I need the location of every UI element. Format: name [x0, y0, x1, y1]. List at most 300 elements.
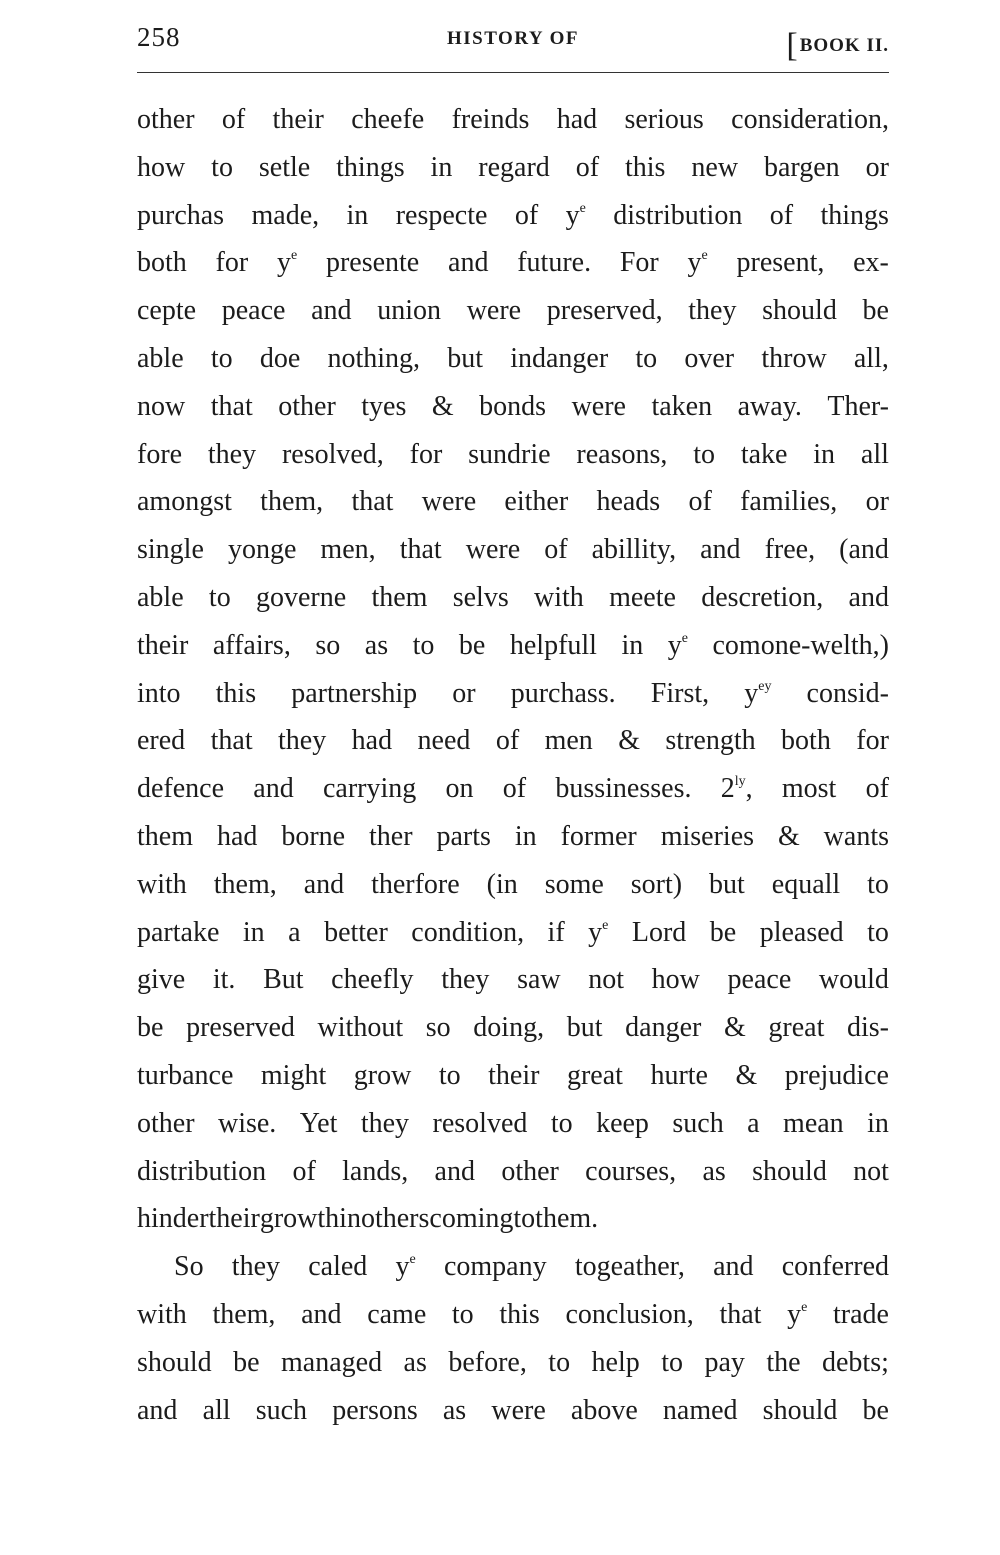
word: debts; — [822, 1346, 889, 1378]
text-line — [137, 956, 889, 1004]
word: defence — [137, 773, 225, 805]
word: wants — [823, 820, 889, 852]
word: coming — [429, 1203, 514, 1235]
word: should — [762, 1394, 838, 1426]
word: men, — [320, 534, 376, 566]
text-line — [137, 765, 889, 813]
word: with — [137, 1298, 187, 1330]
word: so — [315, 629, 341, 661]
word: Yet — [299, 1107, 338, 1139]
word: consideration, — [731, 104, 889, 135]
word: they — [231, 1251, 281, 1283]
word: single — [137, 534, 204, 566]
word: or — [865, 151, 889, 183]
word: (in — [486, 868, 518, 900]
word: descretion, — [701, 581, 824, 613]
word: in — [430, 151, 453, 183]
word: partnership — [291, 677, 418, 709]
word: therfore — [371, 868, 460, 900]
word: be — [458, 629, 486, 661]
word: before, — [448, 1346, 527, 1378]
word: to — [548, 1346, 571, 1378]
word: cheefe — [351, 104, 425, 135]
word: their — [208, 1203, 260, 1235]
word: consid- — [806, 677, 889, 709]
word: preserved — [186, 1012, 295, 1044]
word: Lord — [631, 916, 687, 948]
text-line — [137, 670, 889, 718]
word: take — [740, 438, 788, 470]
word: such — [672, 1107, 724, 1139]
word: to — [438, 1059, 461, 1091]
word: governe — [255, 581, 347, 613]
word: & — [735, 1059, 758, 1091]
superscript: e — [290, 248, 298, 264]
text-line — [137, 1052, 889, 1100]
word: for — [409, 438, 443, 470]
word: doing, — [473, 1012, 545, 1044]
book-label: BOOK II. — [799, 35, 889, 56]
word: doe — [259, 342, 301, 374]
word: preserved, — [546, 295, 663, 327]
word: in — [514, 820, 537, 852]
word: them, — [260, 486, 324, 518]
text-line — [137, 96, 889, 144]
word: of — [495, 725, 520, 757]
word: were — [465, 534, 521, 566]
word: in — [346, 199, 369, 231]
word: wise. — [217, 1107, 277, 1139]
word: trade — [832, 1298, 889, 1330]
word: and — [301, 1298, 342, 1330]
word: to — [693, 438, 715, 470]
word: as — [702, 1155, 726, 1187]
word: were — [491, 1394, 546, 1426]
word: serious — [624, 104, 704, 135]
running-title: HISTORY OF — [446, 28, 580, 49]
superscript: e — [681, 630, 688, 646]
word: for — [215, 247, 249, 279]
word: that — [399, 534, 442, 566]
word: over — [684, 342, 735, 374]
text-line — [137, 1339, 889, 1387]
word: other — [137, 1107, 195, 1139]
word: a — [747, 1107, 760, 1139]
word: and — [311, 295, 352, 327]
word: the — [766, 1346, 801, 1378]
word: & — [777, 820, 800, 852]
word: things — [336, 151, 405, 183]
word: miseries — [660, 820, 755, 852]
word: them, — [213, 868, 277, 900]
word: So — [174, 1251, 204, 1283]
body-text — [137, 96, 889, 1434]
word: had — [216, 820, 258, 852]
word: great — [566, 1059, 623, 1091]
word: abillity, — [591, 534, 677, 566]
word: either — [504, 486, 569, 518]
word: all, — [853, 342, 889, 374]
word: resolved, — [281, 438, 384, 470]
word: if — [547, 916, 565, 948]
word: freinds — [451, 104, 530, 135]
word: yonge — [227, 534, 297, 566]
word: and — [848, 581, 889, 613]
word: that — [210, 725, 253, 757]
word: of — [292, 1155, 316, 1187]
word: ex- — [853, 247, 889, 279]
word: present, — [736, 247, 825, 279]
word: to — [867, 916, 889, 948]
word: to — [635, 342, 658, 374]
word: but — [447, 342, 484, 374]
word: courses, — [585, 1155, 677, 1187]
word: taken — [651, 390, 713, 422]
word: cheefly — [331, 964, 414, 996]
word: with — [137, 868, 187, 900]
text-line — [137, 717, 889, 765]
word: of — [769, 199, 794, 231]
word: grow — [353, 1059, 412, 1091]
word: & — [618, 725, 640, 757]
word: them — [371, 581, 428, 613]
text-line — [137, 1243, 889, 1291]
word: respecte — [395, 199, 488, 231]
word: their — [137, 629, 189, 661]
word: them. — [535, 1203, 599, 1235]
word: above — [570, 1394, 638, 1426]
word: $y^e$ — [395, 1251, 416, 1283]
word: them, — [212, 1298, 276, 1330]
word: now — [137, 390, 186, 422]
word: of — [575, 151, 600, 183]
header-rule — [137, 72, 889, 73]
word: managed — [281, 1346, 383, 1378]
word: persons — [332, 1394, 418, 1426]
word: bonds — [479, 390, 547, 422]
text-line — [137, 335, 889, 383]
word: future. — [517, 247, 592, 279]
word: lands, — [342, 1155, 409, 1187]
word: of — [544, 534, 568, 566]
word: they — [688, 295, 737, 327]
word: all — [860, 438, 889, 470]
word: throw — [761, 342, 827, 374]
word: should — [137, 1346, 212, 1378]
word: their — [488, 1059, 540, 1091]
word: or — [865, 486, 889, 518]
word: to — [210, 342, 233, 374]
word: of — [221, 104, 246, 135]
superscript: ly — [734, 774, 746, 790]
superscript: e — [579, 200, 586, 216]
word: were — [571, 390, 626, 422]
word: without — [317, 1012, 404, 1044]
word: that — [210, 390, 253, 422]
word: it. — [212, 964, 236, 996]
word: reasons, — [576, 438, 668, 470]
word: in — [621, 629, 644, 661]
word: strength — [665, 725, 756, 757]
word: $y^e$ — [787, 1298, 808, 1330]
running-title-wrap — [137, 28, 889, 50]
word: heads — [596, 486, 661, 518]
word: bargen — [763, 151, 840, 183]
superscript: e — [801, 1299, 808, 1315]
word: all — [202, 1394, 231, 1426]
text-line — [137, 813, 889, 861]
word: give — [137, 964, 186, 996]
word: borne — [281, 820, 346, 852]
word: pleased — [759, 916, 844, 948]
book-bracket: [ — [786, 27, 799, 64]
text-line — [137, 383, 889, 431]
word: they — [207, 438, 257, 470]
running-head — [137, 22, 889, 64]
word: others — [360, 1203, 430, 1235]
word: condition, — [411, 916, 525, 948]
word: ther — [369, 820, 413, 852]
word: not — [853, 1155, 889, 1187]
text-line — [137, 1195, 889, 1243]
word: should — [762, 295, 837, 327]
word: things — [820, 199, 889, 231]
word: For — [619, 247, 659, 279]
word: free, — [764, 534, 816, 566]
word: not — [588, 964, 625, 996]
word: and — [448, 247, 489, 279]
word: and — [713, 1251, 754, 1283]
word: setle — [258, 151, 311, 183]
text-line — [137, 861, 889, 909]
word: tyes — [361, 390, 407, 422]
word: to — [208, 581, 231, 613]
word: regard — [478, 151, 550, 183]
word: as — [442, 1394, 467, 1426]
word: and — [303, 868, 345, 900]
word: families, — [740, 486, 838, 518]
superscript: e — [602, 917, 609, 933]
superscript: ey — [758, 678, 772, 694]
word: of — [865, 773, 889, 805]
word: they — [278, 725, 327, 757]
word: to — [550, 1107, 573, 1139]
word: better — [324, 916, 388, 948]
word: help — [591, 1346, 640, 1378]
word: saw — [517, 964, 561, 996]
superscript: e — [409, 1252, 416, 1268]
word: pay — [704, 1346, 745, 1378]
word: distribution — [613, 199, 743, 231]
word: so — [425, 1012, 451, 1044]
word: some — [544, 868, 604, 900]
page-number: 258 — [137, 22, 181, 52]
word: be — [862, 1394, 889, 1426]
word: nothing, — [327, 342, 421, 374]
word: union — [377, 295, 442, 327]
word: sundrie — [468, 438, 551, 470]
text-line — [137, 1004, 889, 1052]
word: $2^{ly}$, — [720, 773, 753, 805]
book-reference — [786, 22, 889, 64]
word: their — [272, 104, 324, 135]
word: most — [781, 773, 837, 805]
word: they — [360, 1107, 410, 1139]
word: affairs, — [212, 629, 291, 661]
word: were — [466, 295, 522, 327]
word: need — [417, 725, 471, 757]
text-line — [137, 287, 889, 335]
word: as — [403, 1346, 427, 1378]
word: should — [752, 1155, 827, 1187]
text-line — [137, 192, 889, 240]
superscript: e — [701, 248, 708, 264]
word: (and — [839, 534, 889, 566]
word: for — [856, 725, 889, 757]
word: on — [445, 773, 474, 805]
word: mean — [783, 1107, 844, 1139]
word: able — [137, 581, 184, 613]
word: but — [566, 1012, 603, 1044]
word: $y^e$ — [276, 247, 298, 279]
word: indanger — [510, 342, 609, 374]
text-line — [137, 1291, 889, 1339]
word: and — [137, 1394, 178, 1426]
word: company — [443, 1251, 547, 1283]
word: with — [534, 581, 584, 613]
word: into — [137, 677, 181, 709]
word: purchas — [137, 199, 225, 231]
word: to — [513, 1203, 536, 1235]
word: had — [351, 725, 393, 757]
word: $y^e$ — [667, 629, 688, 661]
word: men — [544, 725, 593, 757]
word: be — [862, 295, 889, 327]
word: as — [364, 629, 389, 661]
word: ered — [137, 725, 186, 757]
word: would — [818, 964, 889, 996]
word: $y^e$ — [565, 199, 586, 231]
word: helpfull — [509, 629, 597, 661]
text-line — [137, 431, 889, 479]
word: be — [233, 1346, 260, 1378]
word: parts — [436, 820, 491, 852]
word: equall — [771, 868, 841, 900]
word: to — [867, 868, 889, 900]
word: hurte — [650, 1059, 708, 1091]
word: came — [367, 1298, 427, 1330]
word: caled — [308, 1251, 368, 1283]
word: conclusion, — [565, 1298, 694, 1330]
word: named — [662, 1394, 738, 1426]
word: to — [451, 1298, 474, 1330]
word: to — [412, 629, 435, 661]
word: had — [556, 104, 598, 135]
word: other — [501, 1155, 559, 1187]
word: selvs — [452, 581, 509, 613]
word: conferred — [781, 1251, 889, 1283]
word: how — [137, 151, 186, 183]
text-line — [137, 1387, 889, 1435]
word: peace — [727, 964, 792, 996]
word: such — [255, 1394, 308, 1426]
word: purchass. — [510, 677, 616, 709]
word: that — [351, 486, 394, 518]
word: carrying — [322, 773, 417, 805]
word: amongst — [137, 486, 232, 518]
word: and — [700, 534, 741, 566]
text-line — [137, 478, 889, 526]
word: of — [502, 773, 527, 805]
word: growth — [259, 1203, 340, 1235]
word: and — [253, 773, 294, 805]
word: distribution — [137, 1155, 267, 1187]
word: in — [813, 438, 836, 470]
text-line — [137, 1100, 889, 1148]
word: sort) — [630, 868, 683, 900]
word: this — [499, 1298, 540, 1330]
text-line — [137, 622, 889, 670]
word: cepte — [137, 295, 197, 327]
word: prejudice — [784, 1059, 889, 1091]
word: but — [709, 868, 745, 900]
word: to — [661, 1346, 683, 1378]
word: keep — [596, 1107, 649, 1139]
word: great — [768, 1012, 825, 1044]
word: $y^{ey}$ — [744, 677, 772, 709]
word: that — [719, 1298, 762, 1330]
word: hinder — [137, 1203, 209, 1235]
word: away. — [737, 390, 802, 422]
text-line — [137, 239, 889, 287]
text-line — [137, 909, 889, 957]
word: able — [137, 342, 184, 374]
word: to — [211, 151, 233, 183]
word: both — [137, 247, 187, 279]
word: other — [278, 390, 336, 422]
word: other — [137, 104, 195, 135]
word: danger — [625, 1012, 702, 1044]
word: be — [137, 1012, 164, 1044]
word: new — [691, 151, 739, 183]
word: First, — [650, 677, 710, 709]
word: a — [288, 916, 301, 948]
word: in — [242, 916, 265, 948]
word: meete — [609, 581, 676, 613]
word: or — [452, 677, 476, 709]
word: presente — [325, 247, 420, 279]
word: resolved — [432, 1107, 528, 1139]
word: partake — [137, 916, 220, 948]
text-line — [137, 1148, 889, 1196]
word: fore — [137, 438, 183, 470]
word: were — [421, 486, 477, 518]
word: be — [709, 916, 737, 948]
word: dis- — [847, 1012, 889, 1044]
word: turbance — [137, 1059, 234, 1091]
text-line — [137, 526, 889, 574]
word: bussinesses. — [555, 773, 692, 805]
word: them — [137, 820, 193, 852]
word: and — [434, 1155, 475, 1187]
word: of — [514, 199, 539, 231]
word: of — [688, 486, 712, 518]
word: peace — [221, 295, 286, 327]
word: how — [651, 964, 700, 996]
word: $y^e$ — [687, 247, 708, 279]
word: Ther- — [827, 390, 889, 422]
word: might — [260, 1059, 327, 1091]
